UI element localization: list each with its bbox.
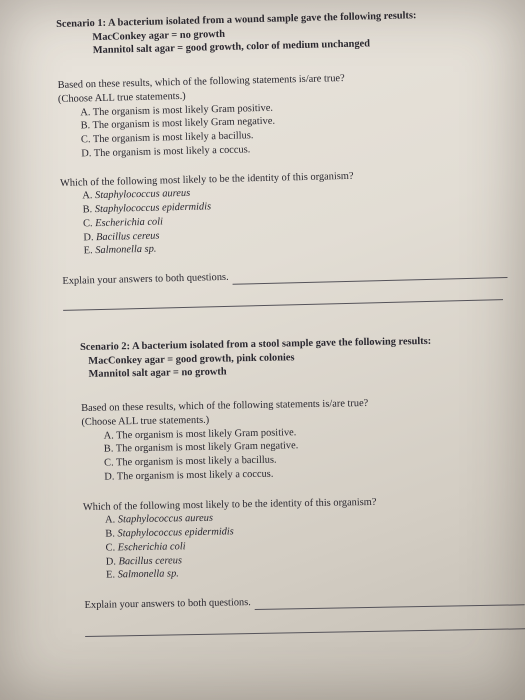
option-letter: D. <box>83 231 94 243</box>
explain-prompt: Explain your answers to both questions. <box>62 271 229 287</box>
scenario-1-result-macconkey: MacConkey agar = no growth <box>92 28 226 43</box>
scenario-1-question-1 <box>57 68 525 162</box>
scenario-2-result-macconkey: MacConkey agar = good growth, pink colonies <box>88 351 295 367</box>
option-d[interactable]: D. The organism is most likely a coccus. <box>81 144 251 160</box>
question-intro: Which of the following most likely to be the identity of this organism? <box>82 496 377 513</box>
option-letter: C. <box>105 542 116 554</box>
scenario-2-question-1 <box>81 394 525 484</box>
scenario-2-explain <box>85 591 525 612</box>
scenario-1-explain <box>62 264 507 289</box>
question-intro: Based on these results, which of the following statements is/are true? <box>57 73 345 92</box>
option-letter: D. <box>105 555 117 568</box>
scenario-1-section <box>56 7 525 311</box>
option-organism: Salmonella sp. <box>95 243 157 257</box>
option-letter: C. <box>82 217 93 230</box>
option-d[interactable]: D. The organism is most likely a coccus. <box>104 468 274 483</box>
scenario-1-question-2 <box>60 165 525 259</box>
answer-line[interactable] <box>255 594 525 610</box>
question-instruction: (Choose ALL true statements.) <box>57 90 186 105</box>
scenario-2-heading: Scenario 2: A bacterium isolated from a stool sample gave the following results: <box>80 335 432 353</box>
answer-line[interactable] <box>63 298 503 311</box>
option-organism: Salmonella sp. <box>117 568 179 581</box>
option-letter: B. <box>82 204 93 216</box>
option-letter: A. <box>105 514 116 526</box>
question-intro: Which of the following most likely to be the identity of this organism? <box>59 170 354 189</box>
option-a[interactable]: A. The organism is most likely Gram positive. <box>80 102 274 119</box>
option-letter: E. <box>83 245 93 257</box>
option-letter: B. <box>105 528 116 540</box>
answer-line[interactable] <box>233 267 508 285</box>
option-b[interactable]: B. The organism is most likely Gram negative. <box>103 440 299 456</box>
option-letter: E. <box>105 569 116 581</box>
explain-prompt: Explain your answers to both questions. <box>84 597 251 611</box>
option-organism: Staphylococcus aureus <box>117 513 214 526</box>
option-organism: Staphylococcus epidermidis <box>117 526 234 540</box>
option-organism: Staphylococcus epidermidis <box>94 201 212 216</box>
scenario-1-result-mannitol: Mannitol salt agar = good growth, color of medium unchanged <box>92 38 371 57</box>
option-c[interactable]: C. The organism is most likely a bacillus. <box>80 130 254 146</box>
option-c[interactable]: C. The organism is most likely a bacillus. <box>104 454 277 469</box>
scenario-2-section <box>80 333 525 636</box>
question-intro: Based on these results, which of the following statements is/are true? <box>81 398 369 415</box>
option-organism: Escherichia coli <box>95 216 164 229</box>
option-organism: Staphylococcus aureus <box>94 188 191 202</box>
scenario-2-question-2 <box>83 493 525 583</box>
option-letter: A. <box>82 190 93 202</box>
option-organism: Bacillus cereus <box>95 230 160 243</box>
option-a[interactable]: A. The organism is most likely Gram positive. <box>103 426 297 442</box>
option-b[interactable]: B. The organism is most likely Gram negative. <box>80 116 276 132</box>
scenario-2-result-mannitol: Mannitol salt agar = no growth <box>88 366 227 381</box>
scenario-1-heading: Scenario 1: A bacterium isolated from a wound sample gave the following results: <box>56 10 417 30</box>
option-organism: Bacillus cereus <box>118 554 183 567</box>
option-organism: Escherichia coli <box>117 541 186 554</box>
question-instruction: (Choose ALL true statements.) <box>81 414 210 428</box>
answer-line[interactable] <box>85 627 525 637</box>
